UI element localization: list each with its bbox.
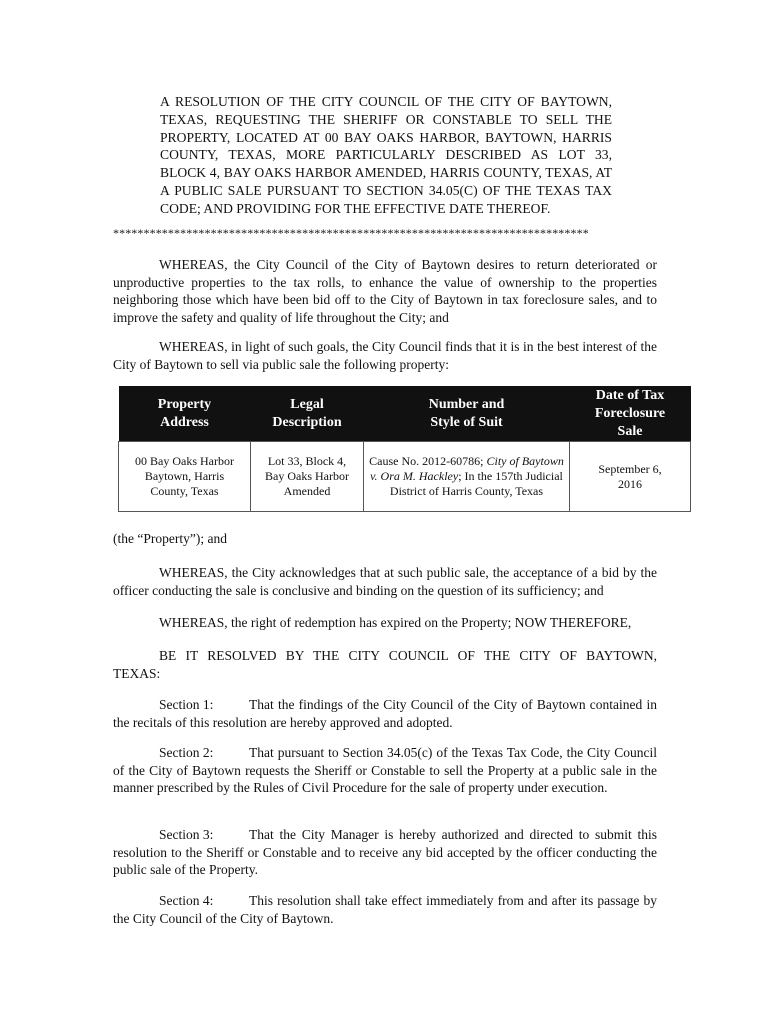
header-date-of-foreclosure: Date of Tax Foreclosure Sale bbox=[570, 386, 691, 442]
section-4-label: Section 4: bbox=[159, 893, 214, 908]
whereas-paragraph-4: WHEREAS, the right of redemption has expired on the Property; NOW THEREFORE, bbox=[159, 615, 632, 630]
section-3-text: That the City Manager is hereby authorized and directed to submit this resolution to the Sheriff or Constable and to receive any bid accepted by the officer conducting the public sale of the Property. bbox=[113, 827, 657, 877]
cell-style-of-suit: Cause No. 2012-60786; City of Baytown v. Ora M. Hackley; In the 157th Judicial District of Harris County, Texas bbox=[364, 442, 570, 512]
header-property-address: Property Address bbox=[119, 386, 251, 442]
section-2-text: That pursuant to Section 34.05(c) of the Texas Tax Code, the City Council of the City of Baytown requests the Sheriff or Constable to sell the Property at a public sale in the manner prescribed by the Rules of Civil Procedure for the sale of property under execution. bbox=[113, 745, 657, 795]
header-number-style-of-suit: Number and Style of Suit bbox=[364, 386, 570, 442]
section-1-text: That the findings of the City Council of the City of Baytown contained in the recitals of this resolution are hereby approved and adopted. bbox=[113, 697, 657, 730]
property-table bbox=[118, 386, 691, 512]
section-3 bbox=[113, 826, 657, 879]
cell-foreclosure-date: September 6, 2016 bbox=[570, 442, 691, 512]
section-4 bbox=[113, 892, 657, 927]
header-legal-description: Legal Description bbox=[251, 386, 364, 442]
section-2-label: Section 2: bbox=[159, 745, 214, 760]
whereas-paragraph-3: WHEREAS, the City acknowledges that at such public sale, the acceptance of a bid by the officer conducting the sale is conclusive and binding on the question of its sufficiency; and bbox=[113, 565, 657, 598]
section-3-label: Section 3: bbox=[159, 827, 214, 842]
section-1-label: Section 1: bbox=[159, 697, 214, 712]
separator-line: ****************************************************************************** bbox=[113, 226, 589, 240]
whereas-paragraph-1: WHEREAS, the City Council of the City of Baytown desires to return deteriorated or unproductive properties to the tax rolls, to enhance the value of ownership to the properties neighboring those which have been bid off to the City of Baytown in tax foreclosure sales, and to improve the safety and quality of life throughout the City; and bbox=[113, 257, 657, 325]
property-definition: (the “Property”); and bbox=[113, 531, 227, 546]
section-1 bbox=[113, 696, 657, 731]
section-2 bbox=[113, 744, 657, 797]
resolution-title: A RESOLUTION OF THE CITY COUNCIL OF THE CITY OF BAYTOWN, TEXAS, REQUESTING THE SHERIFF OR CONSTABLE TO SELL THE PROPERTY, LOCATED AT 00 BAY OAKS HARBOR, BAYTOWN, HARRIS COUNTY, TEXAS, MORE PARTICULARLY DESCRIBED AS LOT 33, BLOCK 4, BAY OAKS HARBOR AMENDED, HARRIS COUNTY, TEXAS, AT A PUBLIC SALE PURSUANT TO SECTION 34.05(C) OF THE TEXAS TAX CODE; AND PROVIDING FOR THE EFFECTIVE DATE THEREOF. bbox=[160, 94, 612, 216]
table-row bbox=[119, 442, 691, 512]
case-style-italic: City of Baytown v. Ora M. Hackley bbox=[370, 454, 564, 483]
table-header-row bbox=[119, 386, 691, 442]
cell-legal-description: Lot 33, Block 4, Bay Oaks Harbor Amended bbox=[251, 442, 364, 512]
section-4-text: This resolution shall take effect immediately from and after its passage by the City Council of the City of Baytown. bbox=[113, 893, 657, 926]
whereas-paragraph-2: WHEREAS, in light of such goals, the City Council finds that it is in the best interest of the City of Baytown to sell via public sale the following property: bbox=[113, 339, 657, 372]
resolved-clause: BE IT RESOLVED BY THE CITY COUNCIL OF THE CITY OF BAYTOWN, TEXAS: bbox=[113, 648, 657, 681]
cell-property-address: 00 Bay Oaks Harbor Baytown, Harris County, Texas bbox=[119, 442, 251, 512]
